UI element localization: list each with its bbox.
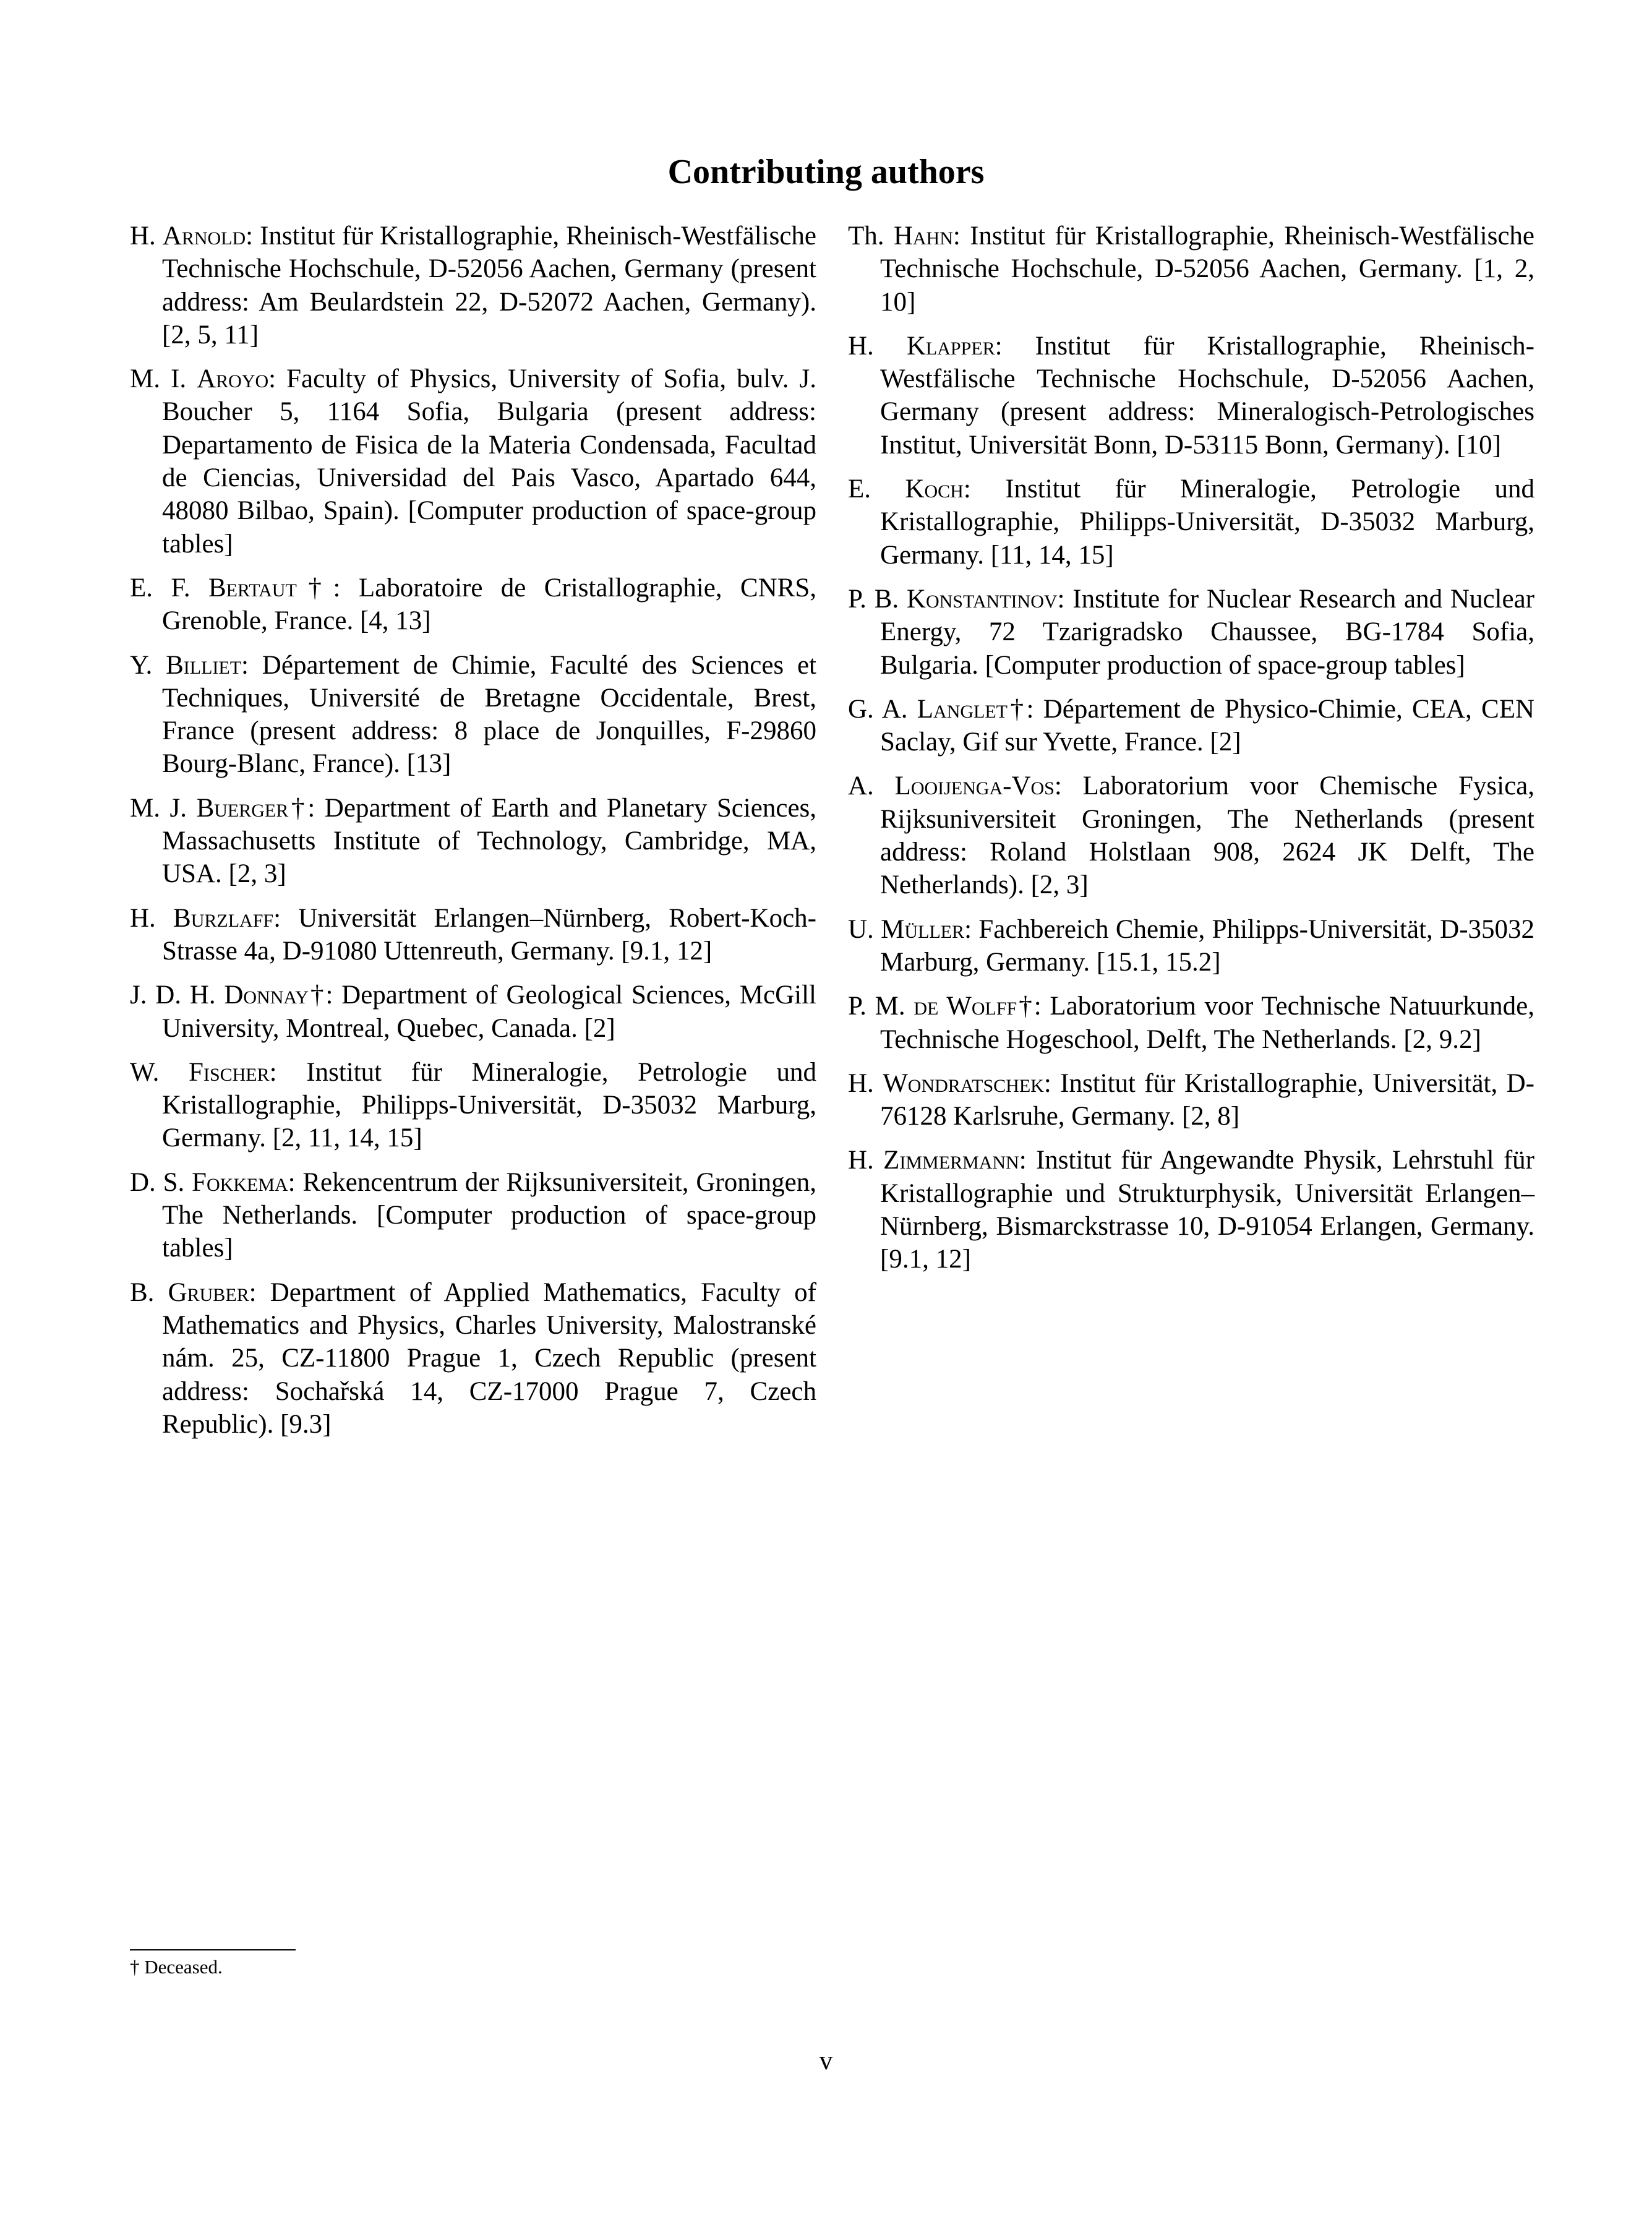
footnote: † Deceased. bbox=[130, 1956, 223, 1978]
author-affiliation: : Institut für Kristallographie, Rheinisch-Westfälische Technische Hochschule, D-52056 Aachen, Germany (present address: Mineralogisch-Petrologisches Institut, Universität Bonn, D-53115 Bonn, Germany). [10] bbox=[880, 331, 1535, 460]
author-initials: Y. bbox=[130, 650, 153, 680]
authors-column-right bbox=[848, 220, 1534, 1287]
author-initials: M. I. bbox=[130, 364, 187, 394]
author-surname: Billiet bbox=[166, 650, 242, 680]
deceased-mark: † bbox=[1008, 694, 1027, 724]
author-surname: Arnold bbox=[162, 221, 246, 251]
author-initials: H. bbox=[848, 1146, 874, 1175]
deceased-mark: † bbox=[308, 980, 326, 1010]
author-surname: Looijenga-Vos bbox=[894, 771, 1055, 801]
author-entry bbox=[848, 220, 1534, 319]
author-initials: U. bbox=[848, 914, 874, 944]
author-entry bbox=[130, 1276, 816, 1441]
author-entry bbox=[848, 1144, 1534, 1276]
author-surname: Klapper bbox=[906, 331, 995, 361]
author-surname: Fokkema bbox=[192, 1167, 288, 1197]
deceased-mark: † bbox=[1017, 992, 1034, 1021]
author-initials: P. B. bbox=[848, 584, 899, 614]
author-affiliation: : Laboratorium voor Technische Natuurkunde, Technische Hogeschool, Delft, The Netherlands. [2, 9.2] bbox=[880, 992, 1535, 1054]
deceased-mark: † bbox=[296, 573, 333, 603]
author-affiliation: : Institut für Mineralogie, Petrologie und Kristallographie, Philipps-Universität, D-35032 Marburg, Germany. [2, 11, 14, 15] bbox=[162, 1057, 816, 1153]
author-surname: Fischer bbox=[189, 1057, 270, 1087]
author-entry bbox=[130, 649, 816, 781]
author-affiliation: : Département de Physico-Chimie, CEA, CEN Saclay, Gif sur Yvette, France. [2] bbox=[880, 694, 1535, 757]
author-entry bbox=[130, 979, 816, 1045]
author-affiliation: : Département de Chimie, Faculté des Sciences et Techniques, Université de Bretagne Occidentale, Brest, France (present address: 8 place de Jonquilles, F-29860 Bourg-Blanc, France). [13] bbox=[162, 650, 817, 779]
author-initials: M. J. bbox=[130, 793, 187, 823]
author-surname: Koch bbox=[905, 474, 964, 504]
author-surname: Bertaut bbox=[208, 573, 297, 603]
author-entry bbox=[130, 792, 816, 891]
author-initials: H. bbox=[130, 903, 156, 933]
author-affiliation: : Institut für Kristallographie, Universität, D-76128 Karlsruhe, Germany. [2, 8] bbox=[880, 1068, 1535, 1131]
author-surname: Buerger bbox=[196, 793, 289, 823]
author-entry bbox=[848, 770, 1534, 901]
author-affiliation: : Universität Erlangen–Nürnberg, Robert-Koch-Strasse 4a, D-91080 Uttenreuth, Germany. [9.1, 12] bbox=[162, 903, 816, 966]
author-surname: Hahn bbox=[893, 221, 953, 251]
author-affiliation: : Rekencentrum der Rijksuniversiteit, Groningen, The Netherlands. [Computer production of space-group tables] bbox=[162, 1167, 816, 1263]
author-initials: H. bbox=[130, 221, 156, 251]
author-entry bbox=[848, 990, 1534, 1056]
page-title: Contributing authors bbox=[667, 153, 985, 191]
author-initials: H. bbox=[848, 331, 874, 361]
author-surname: de Wolff bbox=[914, 992, 1017, 1021]
author-affiliation: : Laboratoire de Cristallographie, CNRS, Grenoble, France. [4, 13] bbox=[162, 573, 816, 636]
author-surname: Gruber bbox=[168, 1277, 249, 1307]
author-affiliation: : Institut für Kristallographie, Rheinisch-Westfälische Technische Hochschule, D-52056 Aachen, Germany (present address: Am Beulardstein 22, D-52072 Aachen, Germany). [2, 5, 11] bbox=[162, 221, 816, 350]
author-surname: Donnay bbox=[224, 980, 309, 1010]
author-initials: W. bbox=[130, 1057, 160, 1087]
author-affiliation: : Fachbereich Chemie, Philipps-Universität, D-35032 Marburg, Germany. [15.1, 15.2] bbox=[880, 914, 1535, 977]
author-affiliation: : Faculty of Physics, University of Sofia, bulv. J. Boucher 5, 1164 Sofia, Bulgaria (present address: Departamento de Fisica de la Materia Condensada, Facultad de Ciencias, Universidad del Pais Vasco, Apartado 644, 48080 Bilbao, Spain). [Computer production of space-group tables] bbox=[162, 364, 816, 559]
author-initials: H. bbox=[848, 1068, 874, 1098]
author-affiliation: : Institut für Mineralogie, Petrologie und Kristallographie, Philipps-Universität, D-35032 Marburg, Germany. [11, 14, 15] bbox=[880, 474, 1535, 570]
author-surname: Konstantinov bbox=[906, 584, 1058, 614]
author-entry bbox=[848, 913, 1534, 979]
author-surname: Zimmermann bbox=[883, 1146, 1019, 1175]
author-affiliation: : Department of Earth and Planetary Sciences, Massachusetts Institute of Technology, Cambridge, MA, USA. [2, 3] bbox=[162, 793, 817, 889]
author-entry bbox=[848, 583, 1534, 682]
author-initials: E. bbox=[848, 474, 871, 504]
author-surname: Burzlaff bbox=[173, 903, 274, 933]
author-affiliation: : Institute for Nuclear Research and Nuclear Energy, 72 Tzarigradsko Chaussee, BG-1784 Sofia, Bulgaria. [Computer production of space-group tables] bbox=[880, 584, 1534, 680]
author-initials: P. M. bbox=[848, 992, 905, 1021]
author-entry bbox=[130, 572, 816, 638]
author-affiliation: : Institut für Angewandte Physik, Lehrstuhl für Kristallographie und Strukturphysik, Universität Erlangen–Nürnberg, Bismarckstrasse 10, D-91054 Erlangen, Germany. [9.1, 12] bbox=[880, 1146, 1534, 1274]
author-initials: J. D. H. bbox=[130, 980, 216, 1010]
author-affiliation: : Laboratorium voor Chemische Fysica, Rijksuniversiteit Groningen, The Netherlands (present address: Roland Holstlaan 908, 2624 JK Delft, The Netherlands). [2, 3] bbox=[880, 771, 1535, 900]
author-affiliation: : Institut für Kristallographie, Rheinisch-Westfälische Technische Hochschule, D-52056 Aachen, Germany. [1, 2, 10] bbox=[880, 221, 1534, 317]
author-entry bbox=[130, 902, 816, 968]
author-initials: G. A. bbox=[848, 694, 908, 724]
author-surname: Langlet bbox=[917, 694, 1008, 724]
author-entry bbox=[848, 1067, 1534, 1133]
author-initials: D. S. bbox=[130, 1167, 185, 1197]
author-surname: Müller bbox=[881, 914, 965, 944]
author-initials: E. F. bbox=[130, 573, 190, 603]
author-entry bbox=[130, 1056, 816, 1155]
footnote-rule bbox=[130, 1949, 296, 1950]
author-initials: A. bbox=[848, 771, 874, 801]
author-entry bbox=[130, 1166, 816, 1265]
author-entry bbox=[130, 363, 816, 560]
author-initials: B. bbox=[130, 1277, 155, 1307]
author-affiliation: : Department of Geological Sciences, McGill University, Montreal, Quebec, Canada. [2] bbox=[162, 980, 816, 1043]
author-entry bbox=[848, 693, 1534, 759]
author-affiliation: : Department of Applied Mathematics, Faculty of Mathematics and Physics, Charles University, Malostranské nám. 25, CZ-11800 Prague 1, Czech Republic (present address: Sochařská 14, CZ-17000 Prague 7, Czech Republic). [9.3] bbox=[162, 1277, 816, 1439]
author-entry bbox=[130, 220, 816, 351]
author-entry bbox=[848, 330, 1534, 461]
deceased-mark: † bbox=[288, 793, 308, 823]
author-surname: Aroyo bbox=[197, 364, 269, 394]
authors-column-left bbox=[130, 220, 816, 1452]
author-initials: Th. bbox=[848, 221, 884, 251]
page-number: v bbox=[819, 2046, 833, 2075]
author-surname: Wondratschek bbox=[883, 1068, 1044, 1098]
author-entry bbox=[848, 473, 1534, 572]
